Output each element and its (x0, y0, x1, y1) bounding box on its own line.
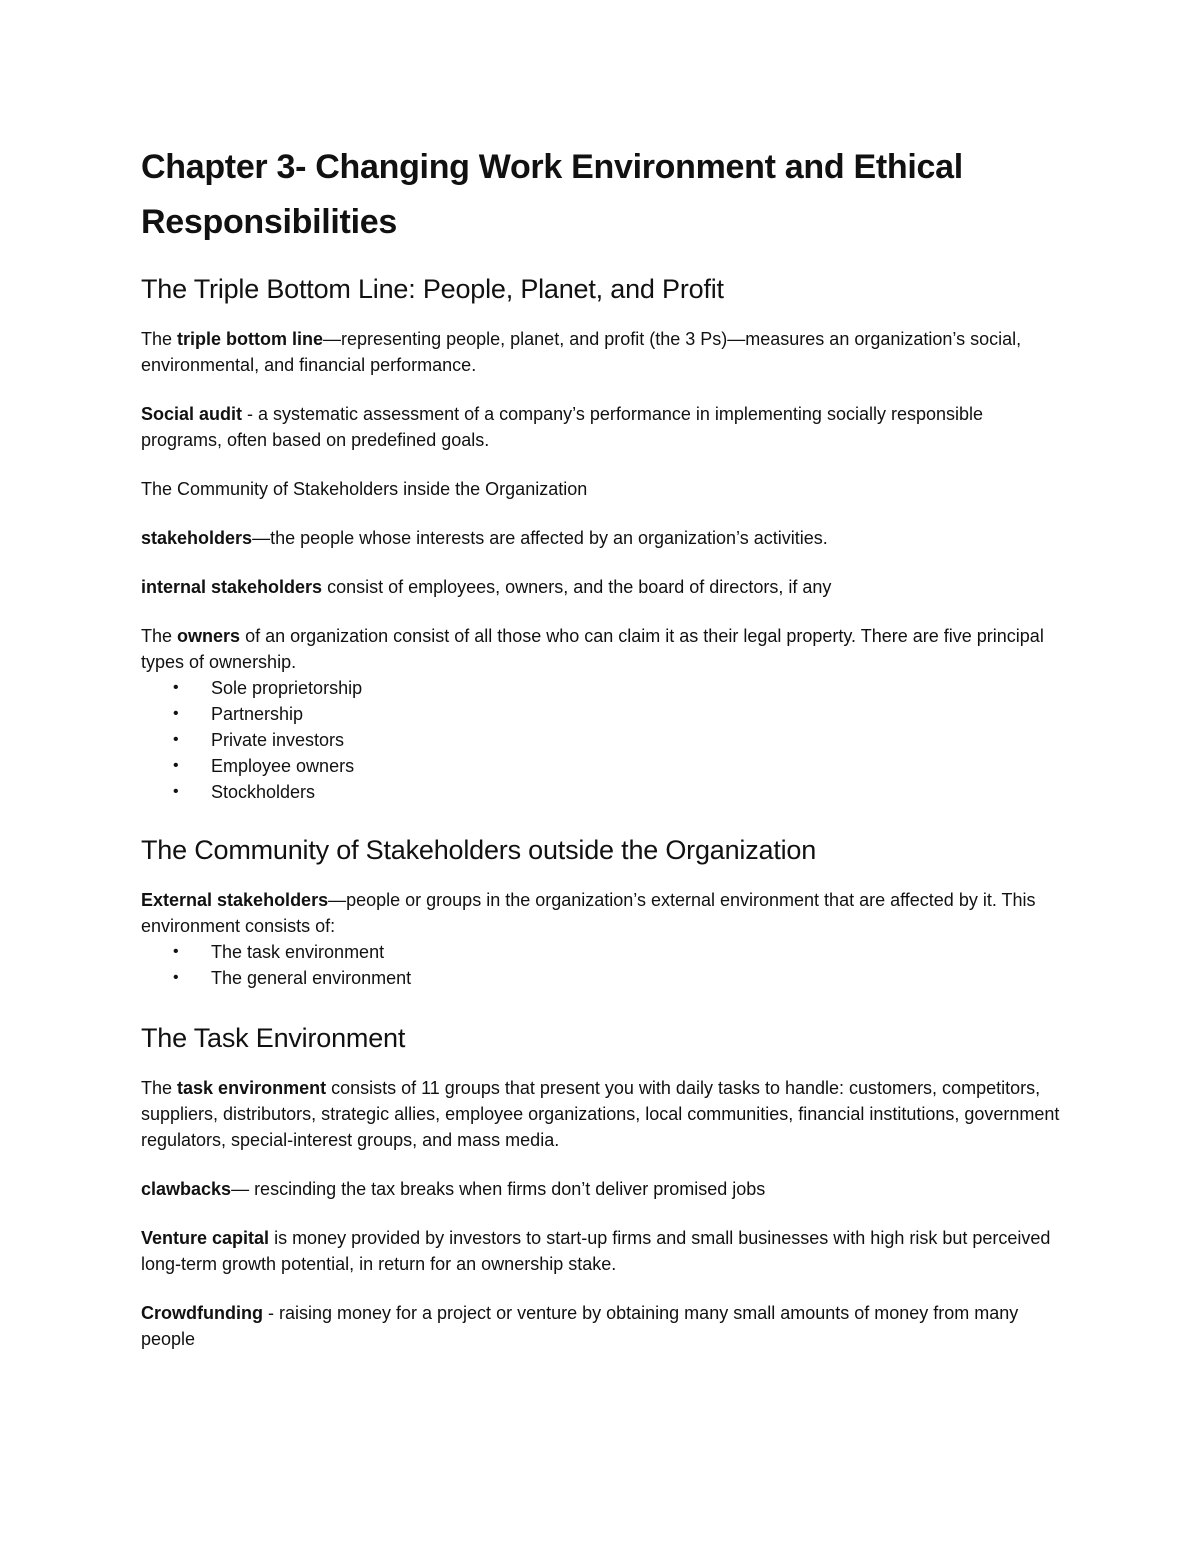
bullet-icon: • (173, 943, 179, 960)
text: consists of 11 groups that present you with daily tasks to handle: customers, competitors, suppliers, distributors, strategic allies, employee organizations, local communities, financial institutions, government regulators, special-interest groups, and mass media. (141, 1078, 1060, 1150)
venture-capital-paragraph (141, 1225, 1061, 1277)
bullet-icon: • (173, 757, 179, 774)
ownership-types-list (141, 675, 1061, 805)
inside-stakeholders-subheading: The Community of Stakeholders inside the Organization (141, 479, 588, 499)
text: - raising money for a project or venture by obtaining many small amounts of money from many people (141, 1303, 1019, 1349)
text: - a systematic assessment of a company’s performance in implementing socially responsible programs, often based on predefined goals. (141, 404, 984, 450)
crowdfunding-paragraph (141, 1300, 1061, 1352)
list-item (173, 675, 1061, 701)
bullet-icon: • (173, 705, 179, 722)
list-item (173, 779, 1061, 805)
list-item-label: Stockholders (211, 782, 316, 802)
text: —people or groups in the organization’s external environment that are affected by it. This environment consists of: (141, 890, 1036, 936)
text: — rescinding the tax breaks when firms don’t deliver promised jobs (231, 1179, 766, 1199)
bullet-icon: • (173, 679, 179, 696)
text: The (141, 1078, 178, 1098)
term-stakeholders: stakeholders (141, 528, 253, 548)
list-item-label: Sole proprietorship (211, 678, 363, 698)
bullet-icon: • (173, 783, 179, 800)
term-internal-stakeholders: internal stakeholders (141, 577, 323, 597)
internal-stakeholders-paragraph (141, 574, 1061, 600)
text: consist of employees, owners, and the board of directors, if any (322, 577, 832, 597)
term-task-environment: task environment (177, 1078, 327, 1098)
text: —representing people, planet, and profit (the 3 Ps)—measures an organization’s social, environmental, and financial performance. (141, 329, 1022, 375)
text: is money provided by investors to start-up firms and small businesses with high risk but perceived long-term growth potential, in return for an ownership stake. (141, 1228, 1051, 1274)
social-audit-paragraph (141, 401, 1061, 453)
term-owners: owners (177, 626, 241, 646)
list-item-label: Private investors (211, 730, 345, 750)
list-item (173, 753, 1061, 779)
task-environment-paragraph (141, 1075, 1061, 1153)
list-item (173, 965, 1061, 991)
text: of an organization consist of all those who can claim it as their legal property. There are five principal types of ownership. (141, 626, 1044, 672)
owners-paragraph (141, 623, 1061, 675)
bullet-icon: • (173, 731, 179, 748)
bullet-icon: • (173, 969, 179, 986)
text: The (141, 626, 178, 646)
environment-types-list (141, 939, 1061, 991)
triple-bottom-line-paragraph (141, 326, 1061, 378)
term-crowdfunding: Crowdfunding (141, 1303, 263, 1323)
section-heading-triple-bottom-line: The Triple Bottom Line: People, Planet, and Profit (141, 274, 724, 304)
section-heading-task-environment: The Task Environment (141, 1023, 406, 1053)
term-clawbacks: clawbacks (141, 1179, 232, 1199)
stakeholders-paragraph (141, 525, 1061, 551)
list-item-label: The general environment (211, 968, 412, 988)
document-title: Chapter 3- Changing Work Environment and Ethical Responsibilities (141, 148, 963, 241)
list-item-label: The task environment (211, 942, 385, 962)
term-social-audit: Social audit (141, 404, 243, 424)
section-heading-outside-stakeholders: The Community of Stakeholders outside the Organization (141, 835, 817, 865)
list-item (173, 939, 1061, 965)
document-page (141, 140, 1061, 1375)
text: The (141, 329, 178, 349)
list-item (173, 727, 1061, 753)
text: —the people whose interests are affected by an organization’s activities. (252, 528, 828, 548)
clawbacks-paragraph (141, 1176, 1061, 1202)
list-item-label: Employee owners (211, 756, 355, 776)
term-venture-capital: Venture capital (141, 1228, 270, 1248)
list-item-label: Partnership (211, 704, 304, 724)
term-triple-bottom-line: triple bottom line (177, 329, 324, 349)
term-external-stakeholders: External stakeholders (141, 890, 329, 910)
list-item (173, 701, 1061, 727)
external-stakeholders-paragraph (141, 887, 1061, 939)
